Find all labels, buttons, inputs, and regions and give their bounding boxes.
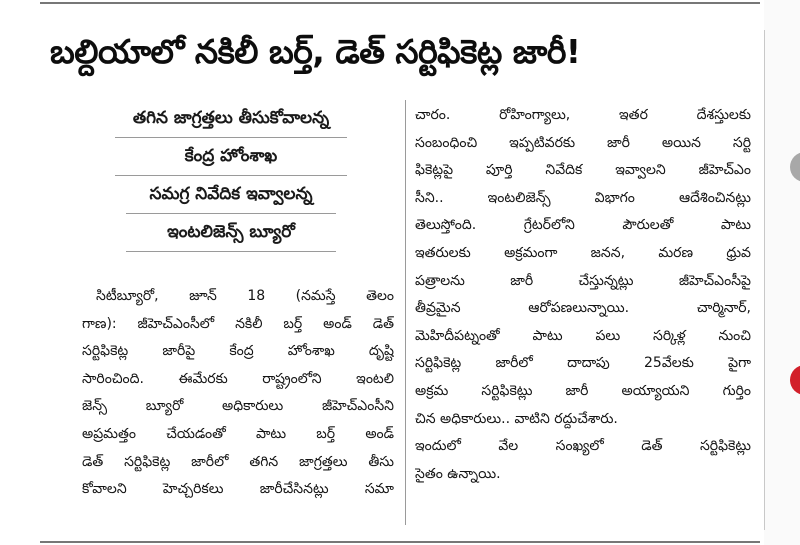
subheading-divider: [126, 251, 336, 252]
article-headline: బల్దియాలో నకిలీ బర్త్, డెత్ సర్టిఫికెట్ల జారీ!: [50, 32, 581, 71]
body-line: సంబంధించి ఇప్పటివరకు జారీ అయిన సర్టి: [415, 134, 751, 151]
body-line: అప్రమత్తం చేయడంతో పాటు బర్త్ అండ్: [82, 425, 394, 442]
subheading-box: [62, 100, 400, 252]
body-line: డెత్ సర్టిఫికెట్ల జారీలో తగిన జాగ్రత్తలు తీసు: [82, 453, 394, 470]
body-line: ఇందులో వేల సంఖ్యలో డెత్ సర్టిఫికెట్లు: [415, 438, 751, 455]
body-line: సైతం ఉన్నాయి.: [415, 465, 501, 482]
subheading-line: తగిన జాగ్రత్తలు తీసుకోవాలన్న: [132, 108, 330, 128]
body-line: అక్రమ సర్టిఫికెట్లు జారీ అయ్యాయని గుర్తిం: [415, 382, 751, 399]
article-column-right: [415, 102, 751, 488]
top-rule: [40, 2, 760, 4]
body-line: సారించింది. ఈమేరకు రాష్ట్రంలోని ఇంటలి: [82, 370, 394, 387]
subheading-line: ఇంటలిజెన్స్ బ్యూరో: [167, 222, 295, 242]
body-line: గాణ): జీహెచ్ఎంసీలో నకిలీ బర్త్ అండ్ డెత్: [82, 315, 394, 332]
body-line: ఇతరులకు అక్రమంగా జనన, మరణ ధ్రువ: [415, 244, 751, 261]
body-line: మెహిదీపట్నంతో పాటు పలు సర్కిళ్ల నుంచి: [415, 327, 751, 344]
body-line: సర్టిఫికెట్ల జారీలో దాదాపు 25వేలకు పైగా: [415, 355, 751, 372]
body-line: సర్టిఫికెట్ల జారీపై కేంద్ర హోంశాఖ దృష్టి: [82, 343, 394, 360]
body-line: చారం. రోహింగ్యాలు, ఇతర దేశస్తులకు: [415, 107, 751, 123]
body-line: తీవ్రమైన ఆరోపణలున్నాయి. చార్మినార్,: [415, 300, 751, 317]
body-line: చిన అధికారులు.. వాటిని రద్దుచేశారు.: [415, 410, 618, 427]
adjacent-page-strip: [764, 0, 800, 545]
article-column-left: [82, 283, 394, 504]
bottom-rule: [40, 541, 760, 543]
body-line: పత్రాలను జారీ చేస్తున్నట్లు జీహెచ్ఎంసీపై: [415, 272, 751, 289]
body-line: సీని.. ఇంటలిజెన్స్ విభాగం ఆదేశించినట్లు: [415, 189, 751, 206]
subheading-line: కేంద్ర హోంశాఖ: [184, 146, 278, 166]
subheading-line: సమగ్ర నివేదిక ఇవ్వాలన్న: [149, 184, 313, 204]
body-line: సిటీబ్యూరో, జూన్ 18 (నమస్తే తెలం: [96, 288, 394, 304]
body-line: కోవాలని హెచ్చరికలు జారీచేసినట్లు సమా: [82, 481, 394, 498]
page-edge-divider: [764, 30, 765, 530]
column-divider: [405, 100, 406, 525]
body-line: తెలుస్తోంది. గ్రేటర్‌లోని పౌరులతో పాటు: [415, 217, 751, 234]
body-line: ఫికెట్లపై పూర్తి నివేదిక ఇవ్వాలని జీహెచ్ఎం: [415, 162, 751, 179]
body-line: జెన్స్ బ్యూరో అధికారులు జీహెచ్ఎంసీని: [82, 398, 394, 415]
